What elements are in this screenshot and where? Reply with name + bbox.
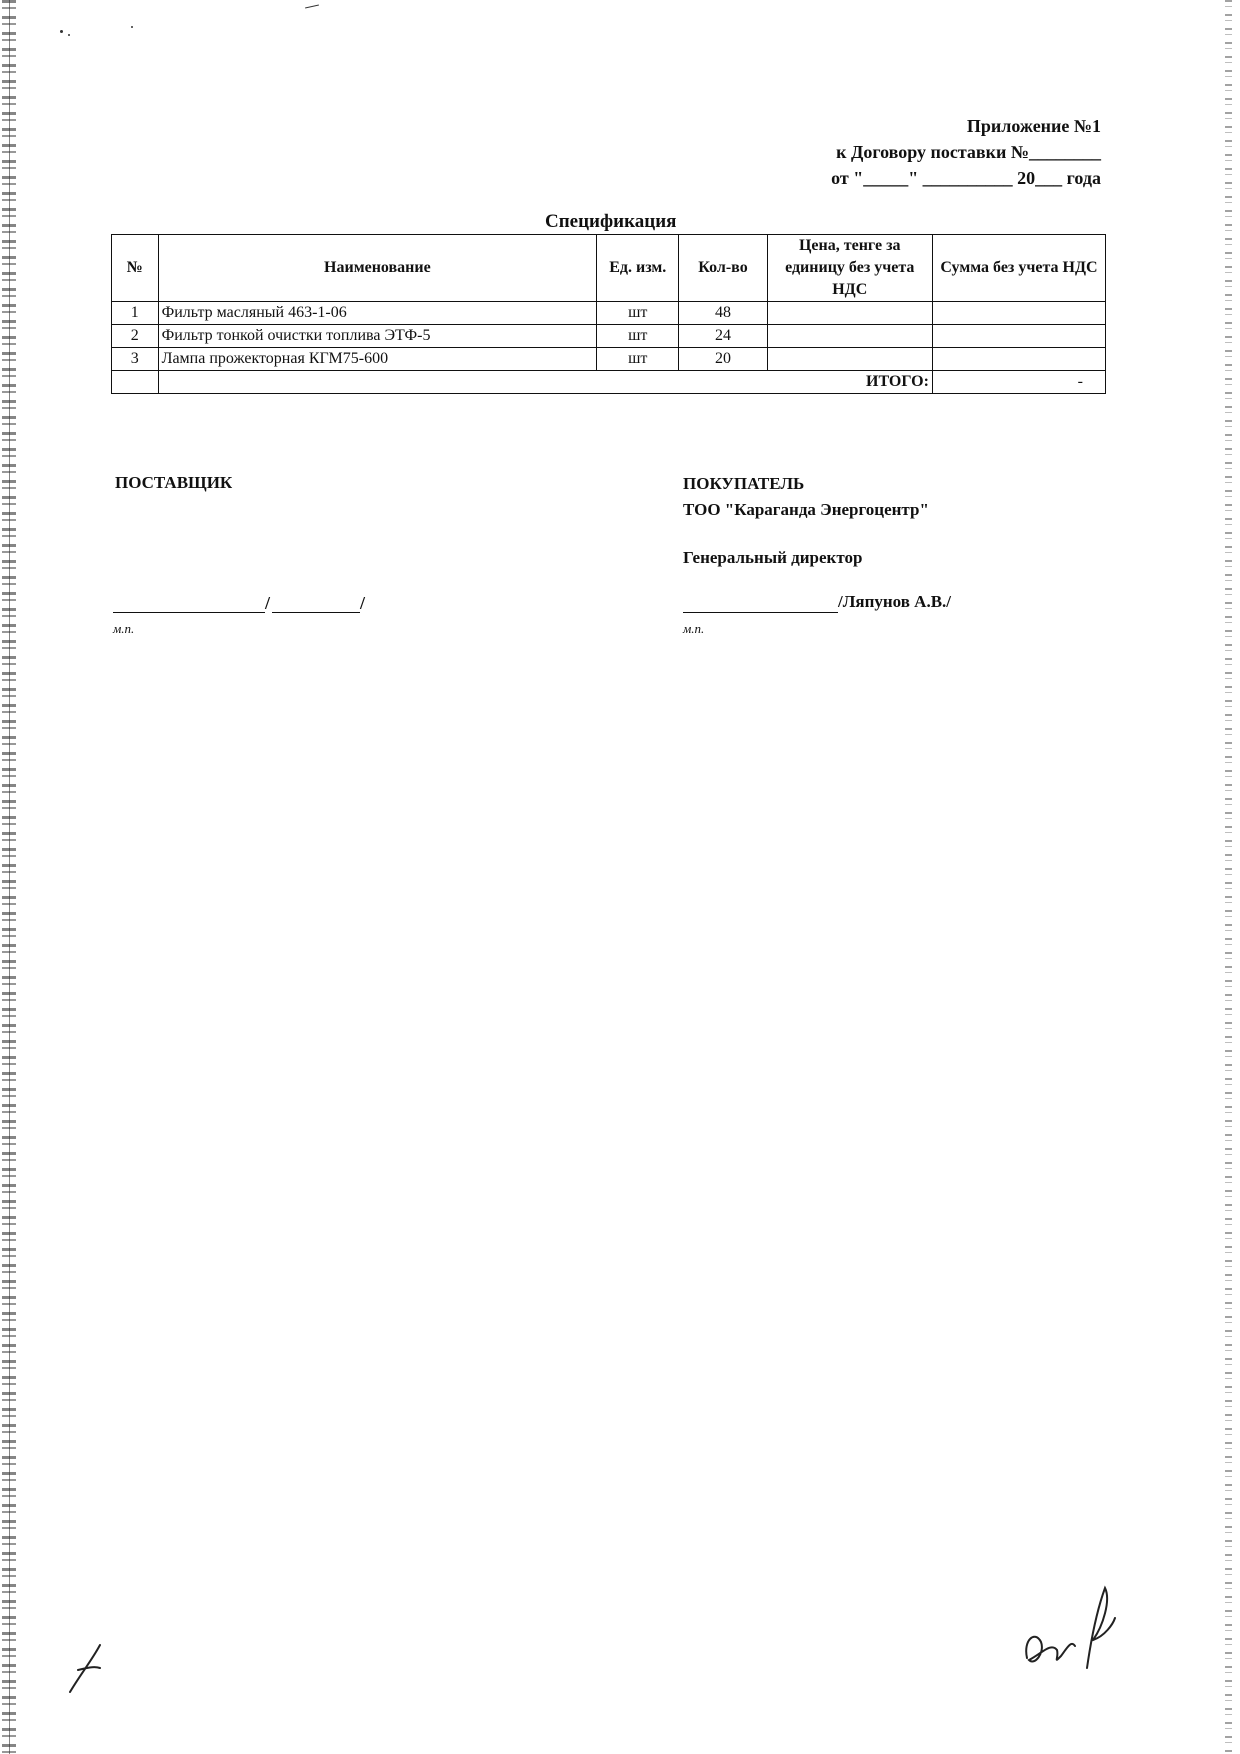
appendix-title: Приложение №1 <box>966 116 1101 136</box>
row-unit: шт <box>597 348 679 371</box>
row-quantity: 24 <box>679 325 767 348</box>
row-price <box>767 325 932 348</box>
scan-speck <box>60 30 63 33</box>
scan-speck <box>131 26 133 28</box>
buyer-signature-line <box>683 612 838 613</box>
column-header-name: Наименование <box>158 235 597 302</box>
row-unit: шт <box>597 325 679 348</box>
row-sum <box>932 302 1105 325</box>
row-price <box>767 348 932 371</box>
appendix-header <box>831 113 1101 191</box>
contract-date: от "_____" __________ 20___ года <box>831 168 1101 188</box>
total-value: - <box>932 371 1105 394</box>
total-empty-cell <box>112 371 159 394</box>
buyer-company: ТОО "Караганда Энергоцентр" <box>683 500 929 519</box>
table-header-row <box>112 235 1106 302</box>
row-quantity: 48 <box>679 302 767 325</box>
column-header-number: № <box>112 235 159 302</box>
contract-reference: к Договору поставки №________ <box>836 142 1101 162</box>
column-header-quantity: Кол-во <box>679 235 767 302</box>
buyer-director-name: /Ляпунов А.В./ <box>838 592 952 611</box>
total-label: ИТОГО: <box>158 371 932 394</box>
row-price <box>767 302 932 325</box>
row-name: Фильтр масляный 463-1-06 <box>158 302 597 325</box>
row-number: 1 <box>112 302 159 325</box>
row-name: Фильтр тонкой очистки топлива ЭТФ-5 <box>158 325 597 348</box>
row-number: 3 <box>112 348 159 371</box>
buyer-title: ПОКУПАТЕЛЬ <box>683 474 805 493</box>
supplier-signature-line <box>113 612 265 613</box>
row-quantity: 20 <box>679 348 767 371</box>
scan-edge-left-line <box>9 0 10 1754</box>
table-row <box>112 302 1106 325</box>
buyer-spacer <box>683 523 929 545</box>
supplier-name-line <box>272 612 360 613</box>
table-row <box>112 348 1106 371</box>
specification-table <box>111 234 1106 394</box>
buyer-position: Генеральный директор <box>683 548 863 567</box>
supplier-title: ПОСТАВЩИК <box>115 473 233 492</box>
supplier-stamp-place: м.п. <box>113 621 135 636</box>
handwritten-initial-left <box>60 1640 110 1700</box>
row-unit: шт <box>597 302 679 325</box>
total-row <box>112 371 1106 394</box>
row-sum <box>932 348 1105 371</box>
slash-divider: / <box>360 593 366 613</box>
buyer-stamp-place: м.п. <box>683 621 705 636</box>
column-header-unit: Ед. изм. <box>597 235 679 302</box>
column-header-price: Цена, тенге за единицу без учета НДС <box>767 235 932 302</box>
row-name: Лампа прожекторная КГМ75-600 <box>158 348 597 371</box>
slash-divider: / <box>265 593 271 613</box>
handwritten-signature-right <box>1015 1580 1135 1680</box>
scan-edge-right <box>1225 0 1232 1754</box>
row-sum <box>932 325 1105 348</box>
scan-speck <box>305 5 319 9</box>
scan-speck <box>68 34 70 36</box>
row-number: 2 <box>112 325 159 348</box>
column-header-sum: Сумма без учета НДС <box>932 235 1105 302</box>
buyer-block <box>683 471 929 571</box>
spec-title: Спецификация <box>545 211 677 232</box>
table-row <box>112 325 1106 348</box>
